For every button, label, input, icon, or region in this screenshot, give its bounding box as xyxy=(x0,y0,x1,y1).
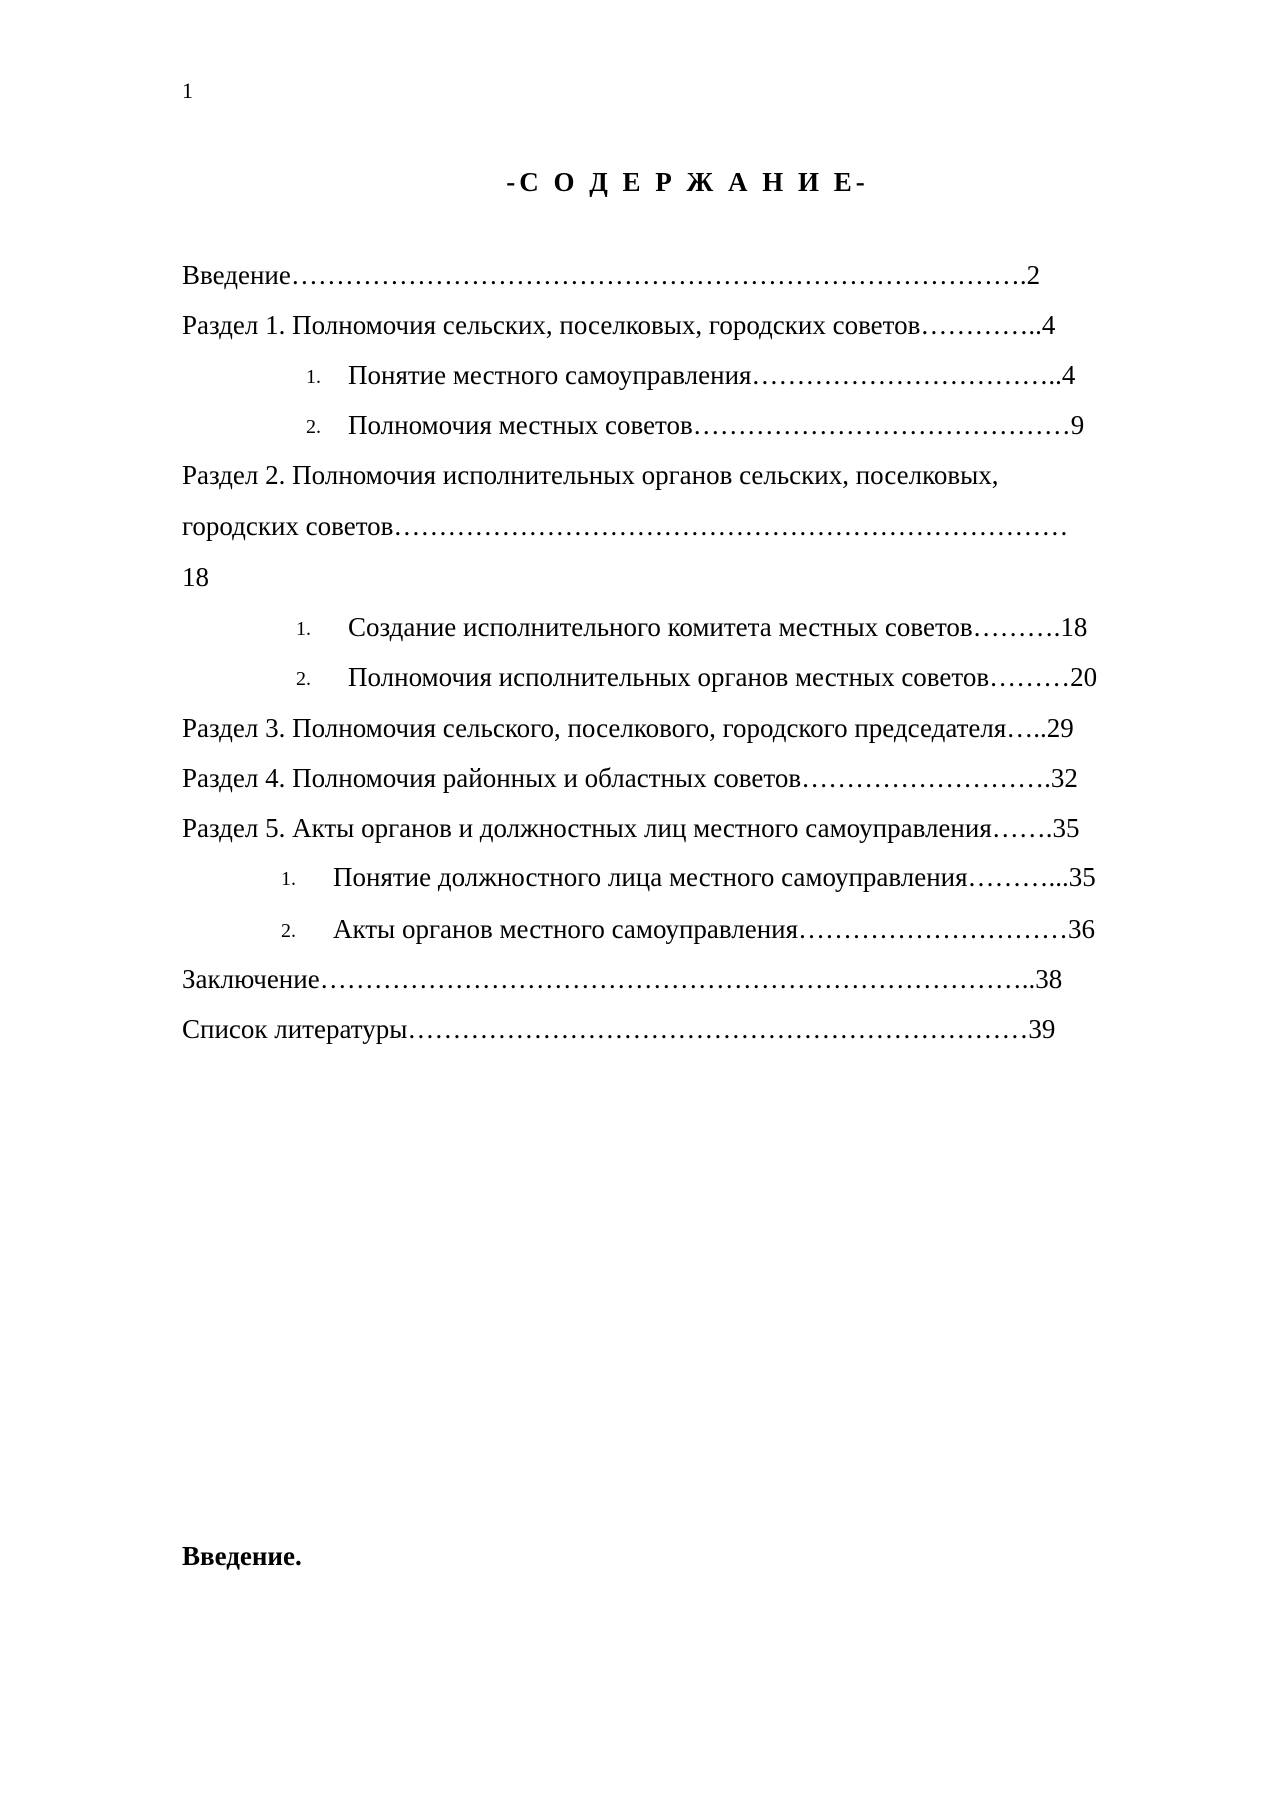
toc-entry-section-1: Раздел 1. Полномочия сельских, поселковых, городских советов…………..4 xyxy=(182,310,1056,340)
toc-entry-1-2-number: 2. xyxy=(306,416,321,438)
toc-entry-2-2-number: 2. xyxy=(296,668,311,690)
toc-entry-section-3: Раздел 3. Полномочия сельского, поселкового, городского председателя…..29 xyxy=(182,713,1074,743)
toc-entry-5-1: Понятие должностного лица местного самоуправления………...35 xyxy=(333,862,1096,892)
toc-entry-section-4: Раздел 4. Полномочия районных и областных советов……………………….32 xyxy=(182,763,1078,793)
introduction-heading: Введение. xyxy=(182,1541,302,1571)
toc-entry-section-2-page: 18 xyxy=(182,562,209,592)
toc-title: -С О Д Е Р Ж А Н И Е- xyxy=(506,167,869,197)
toc-entry-section-5: Раздел 5. Акты органов и должностных лиц местного самоуправления…….35 xyxy=(182,813,1080,843)
toc-entry-introduction: Введение……………………………………………………………………….2 xyxy=(182,260,1041,290)
toc-entry-2-1-number: 1. xyxy=(296,618,311,640)
toc-entry-1-1: Понятие местного самоуправления……………………………..4 xyxy=(348,360,1076,390)
toc-entry-5-2: Акты органов местного самоуправления…………………………36 xyxy=(333,914,1096,944)
page-number: 1 xyxy=(182,78,193,103)
toc-entry-1-2: Полномочия местных советов……………………………………9 xyxy=(348,410,1085,440)
toc-entry-conclusion: Заключение……………………………………………………………………..38 xyxy=(182,964,1063,994)
toc-entry-bibliography: Список литературы……………………………………………………………39 xyxy=(182,1014,1056,1044)
toc-entry-2-1: Создание исполнительного комитета местных советов……….18 xyxy=(348,612,1088,642)
toc-entry-section-2-cont: городских советов………………………………………………………………… xyxy=(182,511,1069,541)
toc-entry-2-2: Полномочия исполнительных органов местных советов………20 xyxy=(348,662,1098,692)
toc-entry-1-1-number: 1. xyxy=(306,366,321,388)
toc-entry-5-2-number: 2. xyxy=(281,920,296,942)
toc-entry-5-1-number: 1. xyxy=(281,868,296,890)
toc-entry-section-2: Раздел 2. Полномочия исполнительных органов сельских, поселковых, xyxy=(182,460,999,490)
